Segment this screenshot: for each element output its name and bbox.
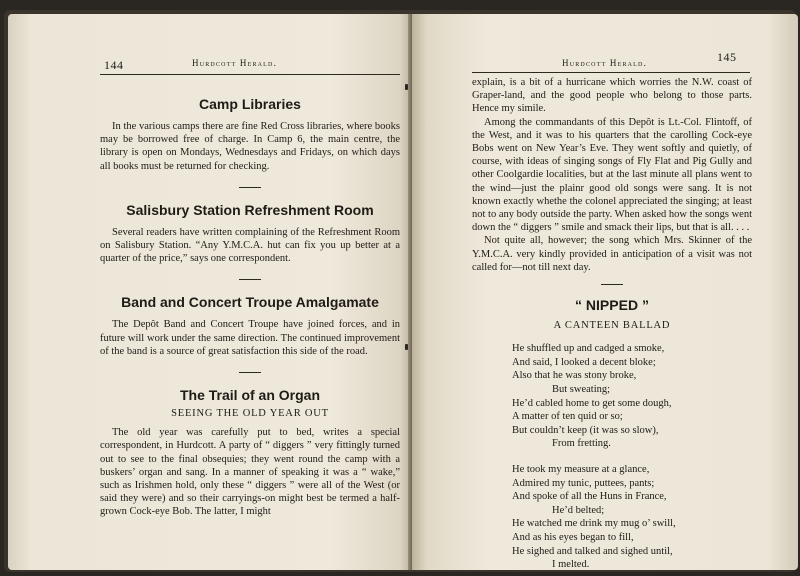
- section-trail-of-organ: [100, 387, 400, 519]
- poem-line: And as his eyes began to fill,: [512, 531, 634, 543]
- poem-line: He took my measure at a glance,: [512, 464, 650, 475]
- left-header-rule: [100, 74, 400, 75]
- poem-line: From fretting.: [552, 438, 611, 450]
- poem-subtitle: A CANTEEN BALLAD: [553, 320, 671, 332]
- poem-line: A matter of ten quid or so;: [512, 411, 623, 423]
- section-band-concert: [100, 294, 400, 358]
- paragraph: The Depôt Band and Concert Troupe have joined forces, and in future will work under the same direction. The continued improvement of the band is a source of great satisfaction this side of the road.: [100, 319, 400, 357]
- section-title: Camp Libraries: [199, 96, 301, 112]
- right-column: [472, 76, 752, 570]
- paragraph: In the various camps there are fine Red Cross libraries, where books may be borrowed free of charge. In Camp 6, the main centre, the library is open on Mondays, Wednesdays and Fridays, on which days all books must be returned for checking.: [100, 121, 400, 172]
- poem-stanza: [512, 342, 752, 451]
- poem-line: And spoke of all the Huns in France,: [512, 491, 667, 503]
- section-title: Salisbury Station Refreshment Room: [126, 201, 374, 218]
- section-camp-libraries: [100, 96, 400, 173]
- paragraph: Among the commandants of this Depôt is Lt.-Col. Flintoff, of the West, and it was to his quarters that the carolling Cock-eye Bobs went on New Year’s Eve. They went softly and quietly, of course, with ideas of singing songs of Fly Flat and Pig Gully and other Coolgardie localities, but at the last minute all plans went to the wind—just the plainr good old songs were sang. It is not known exactly whethe the colonel appreciated the singing; at least not to any body outside the party. When asked how the songs went down the “ diggers ” smile and smack their lips, but that is all. . . .: [472, 116, 752, 234]
- poem-line: He’d belted;: [552, 504, 605, 516]
- poem-line: He’d cabled home to get some dough,: [512, 397, 672, 409]
- right-page: [412, 14, 798, 570]
- section-divider: [239, 372, 261, 373]
- section-title: Band and Concert Troupe Amalgamate: [121, 294, 379, 311]
- paragraph: Not quite all, however; the song which Mrs. Skinner of the Y.M.C.A. very kindly provided in anticipation of a visit was not called for—not till next day.: [472, 235, 752, 273]
- section-salisbury-refreshment: [100, 202, 400, 266]
- section-divider: [239, 279, 261, 280]
- paragraph: explain, is a bit of a hurricane which worries the N.W. coast of Graper-land, and the good people who belong to those parts. Hence my simile.: [472, 77, 752, 115]
- right-page-number: 145: [717, 50, 737, 64]
- poem-line: He watched me drink my mug o’ swill,: [512, 518, 676, 530]
- poem-line: But couldn’t keep (it was so slow),: [512, 424, 659, 436]
- left-column: [100, 96, 400, 519]
- section-divider: [601, 284, 623, 285]
- paragraph: The old year was carefully put to bed, writes a special correspondent, in Hurdcott. A party of “ diggers ” very fittingly turned out to see to the final obsequies; they went round the camp with a buskers’ organ and sang. In a manner of speaking it was a “ wake,” such as Irishmen hold, only these “ diggers ” were all of the West (or said they were) and so their carryings-on might best be termed a half-grown Cock-eye Bob. The latter, I might: [100, 427, 400, 518]
- paragraph: Several readers have written complaining of the Refreshment Room on Salisbury Station. “Any Y.M.C.A. hut can fix you up better at a quarter of the price,” says one correspondent.: [100, 226, 400, 265]
- poem-line: Admired my tunic, puttees, pants;: [512, 477, 655, 489]
- poem-line: And said, I looked a decent bloke;: [512, 356, 656, 368]
- poem-title: “ NIPPED ”: [575, 297, 649, 314]
- left-page-number: 144: [104, 58, 124, 72]
- poem-line: He shuffled up and cadged a smoke,: [512, 343, 665, 355]
- poem-nipped: [472, 297, 752, 570]
- section-title: The Trail of an Organ: [179, 387, 321, 404]
- section-divider: [239, 187, 261, 188]
- open-book: [4, 10, 796, 572]
- poem-body: [472, 342, 752, 570]
- poem-line: But sweating;: [552, 384, 611, 396]
- section-subtitle: SEEING THE OLD YEAR OUT: [171, 408, 329, 420]
- poem-stanza: [512, 463, 752, 570]
- poem-line: I melted.: [552, 559, 590, 570]
- right-header-rule: [472, 72, 750, 73]
- right-running-head: Hurdcott Herald.: [562, 58, 648, 68]
- left-running-head: Hurdcott Herald.: [192, 58, 278, 68]
- left-page: [8, 14, 412, 570]
- poem-line: Also that he was stony broke,: [512, 370, 637, 382]
- poem-line: He sighed and talked and sighed until,: [512, 545, 673, 557]
